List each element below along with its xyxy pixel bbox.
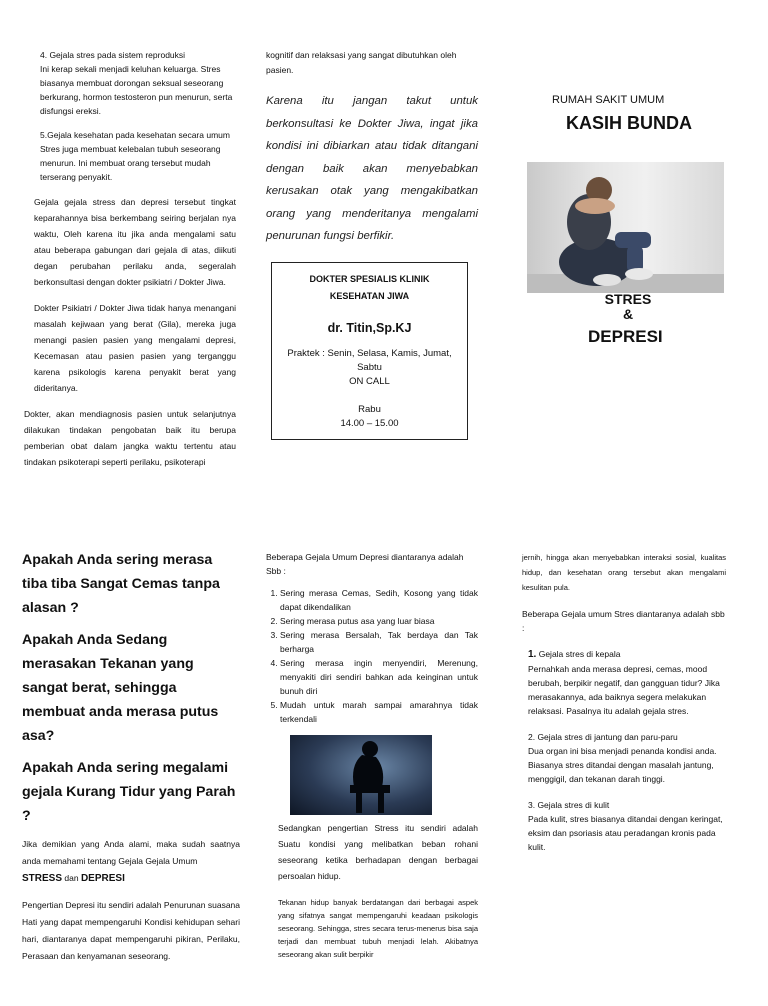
column-3-bottom: [522, 550, 726, 854]
paragraph-psychiatrist: Dokter Psikiatri / Dokter Jiwa tidak hanya menangani masalah kejiwaan yang berat (Gila), mereka juga menangi pasien pasien yang mengalami depresi, Kecemasan atau pasien pasien yang terganggu karena psikologis karena penyakit berat yang dideritanya.: [34, 303, 236, 393]
symptom-title-skin: 3. Gejala stres di kulit: [528, 800, 610, 810]
call-day: Rabu: [358, 404, 381, 415]
continuation-text: kognitif dan relaksasi yang sangat dibutuhkan oleh pasien.: [266, 50, 457, 75]
symptom-item: 4. Sering merasa ingin menyendiri, Merenung, menyakiti diri sendiri bahkan ada keinginan untuk bunuh diri: [280, 656, 478, 698]
item-4-title: 4. Gejala stres pada sistem reproduksi: [40, 50, 186, 60]
stress-definition: Sedangkan pengertian Stress itu sendiri adalah Suatu kondisi yang melibatkan beban rohani seseorang ketika berhadapan dengan berbagai persoalan hidup.: [278, 823, 478, 881]
column-2-bottom: [266, 550, 478, 726]
stress-symptoms-intro: Beberapa Gejala umum Stres diantaranya adalah sbb :: [522, 609, 725, 633]
column-1-bottom: [22, 548, 240, 965]
symptom-body-head: Pernahkah anda merasa depresi, cemas, mood berubah, berpikir negatif, dan gangguan tidur? Jika merasakannya, ada baiknya segera melakukan relaksasi. Pasalnya itu adalah gejala stres.: [528, 664, 720, 716]
continuation-text-2: jernih, hingga akan menyebabkan interaksi sosial, kualitas hidup, dan kesehatan orang tersebut akan mengalami kesulitan pula.: [522, 553, 726, 592]
symptom-title-heart: 2. Gejala stres di jantung dan paru-paru: [528, 732, 678, 742]
specialist-heading-2: KESEHATAN JIWA: [329, 291, 410, 301]
practice-days: Praktek : Senin, Selasa, Kamis, Jumat, Sabtu: [287, 348, 452, 373]
item-4: [24, 48, 236, 118]
depression-symptom-list: [266, 586, 478, 726]
intro-paragraph: [22, 836, 240, 887]
depression-symptoms-intro: Beberapa Gejala Umum Depresi diantaranya adalah Sbb :: [266, 552, 464, 576]
silhouette-photo: [290, 735, 432, 815]
hospital-label: RUMAH SAKIT UMUM: [552, 94, 665, 106]
depression-definition: Pengertian Depresi itu sendiri adalah Penurunan suasana Hati yang dapat mempengaruhi Kondisi kehidupan sehari hari, diantaranya dapat mempengaruhi pikiran, Perilaku, Perasaan dan kenyamanan seseorang.: [22, 900, 240, 961]
doctor-name: dr. Titin,Sp.KJ: [327, 321, 412, 335]
hospital-name: KASIH BUNDA: [566, 113, 692, 133]
item-5-title: 5.Gejala kesehatan pada kesehatan secara umum: [40, 130, 230, 140]
stress-symptom-heart: [522, 730, 726, 786]
symptom-number-1: 1.: [528, 649, 537, 660]
item-5-body: Stres juga membuat kelebalan tubuh seseorang menurun. Ini membuat orang tersebut mudah terserang penyakit.: [40, 144, 221, 182]
consult-quote: Karena itu jangan takut untuk berkonsultasi ke Dokter Jiwa, ingat jika kondisi ini dibiarkan atau tidak ditangani dengan baik akan menyebabkan kerusakan otak yang mengakibatkan orang yang menderitanya mengalami penurunan fungsi berfikir.: [266, 95, 478, 242]
title-ampersand: &: [622, 306, 634, 322]
paragraph-severity: Gejala gejala stress dan depresi tersebut tingkat keparahannya bisa berkembang seiring berjalan nya waktu, Oleh karena itu jika anda mengalami satu atau beberapa gabungan dari gejala di atas, diikuti degan perubahan perilaku anda, segeralah berkonsultasi dengan dokter psikiatri / Dokter Jiwa.: [34, 197, 236, 287]
question-anxiety: Apakah Anda sering merasa tiba tiba Sangat Cemas tanpa alasan ?: [22, 552, 220, 616]
call-time: 14.00 – 15.00: [340, 418, 399, 429]
question-sleep: Apakah Anda sering megalami gejala Kurang Tidur yang Parah ?: [22, 760, 236, 824]
doctor-info-box: [271, 262, 468, 440]
symptom-body-skin: Pada kulit, stres biasanya ditandai dengan keringat, eksim dan psoriasis atau peradangan kronis pada kulit.: [528, 814, 723, 852]
depression-word: DEPRESI: [80, 873, 125, 884]
title-depresi: DEPRESI: [588, 327, 663, 346]
item-5: [24, 128, 236, 184]
specialist-heading-1: DOKTER SPESIALIS KLINIK: [309, 274, 430, 284]
symptom-item: 2. Sering merasa putus asa yang luar biasa: [280, 614, 478, 628]
stress-word: STRESS: [22, 873, 63, 884]
question-pressure: Apakah Anda Sedang merasakan Tekanan yang sangat berat, sehingga membuat anda merasa putus asa?: [22, 632, 219, 744]
paragraph-diagnosis: Dokter, akan mendiagnosis pasien untuk selanjutnya dilakukan tindakan pengobatan baik itu berupa pemberian obat dalam jangka waktu tertentu atau tindakan psikoterapi seperti perilaku, psikoterapi: [24, 409, 236, 467]
column-2-top: [266, 48, 478, 248]
on-call: ON CALL: [349, 376, 390, 387]
symptom-item: 1. Sering merasa Cemas, Sedih, Kosong yang tidak dapat dikendalikan: [280, 586, 478, 614]
distressed-man-illustration: [527, 162, 724, 293]
intro-text: Jika demikian yang Anda alami, maka sudah saatnya anda memahami tentang Gejala Gejala Umum: [22, 839, 240, 866]
life-pressure: Tekanan hidup banyak berdatangan dari berbagai aspek yang sifatnya sangat mempengaruhi keadaan psikologis seseorang. Sehingga, stres secara terus-menerus bisa saja terjadi dan membuat tubuh menjadi lelah. Akibatnya seseorang akan sulit berpikir: [278, 898, 478, 959]
symptom-item: 3. Sering merasa Bersalah, Tak berdaya dan Tak berharga: [280, 628, 478, 656]
and-word: dan: [64, 873, 79, 883]
symptom-item: 5. Mudah untuk marah sampai amarahnya tidak terkendali: [280, 698, 478, 726]
distressed-man-photo: [527, 162, 724, 293]
item-4-body: Ini kerap sekali menjadi keluhan keluarga. Stres biasanya membuat dorongan seksual seseorang berkurang, hormon testosteron pun menurun, serta disfungsi ereksi.: [40, 64, 233, 116]
stress-symptom-head: [522, 647, 726, 718]
symptom-body-heart: Dua organ ini bisa menjadi penanda kondisi anda. Biasanya stres ditandai dengan masalah jantung, menggigil, dan tekanan darah tinggi.: [528, 746, 717, 784]
column-1-top: [24, 48, 236, 470]
sitting-silhouette: [290, 735, 432, 815]
stress-definition-block: [278, 820, 478, 961]
symptom-title-head: Gejala stres di kepala: [538, 649, 621, 659]
stress-symptom-skin: [522, 798, 726, 854]
title-stres: [603, 292, 653, 322]
title-stres-word: STRES: [604, 291, 652, 307]
